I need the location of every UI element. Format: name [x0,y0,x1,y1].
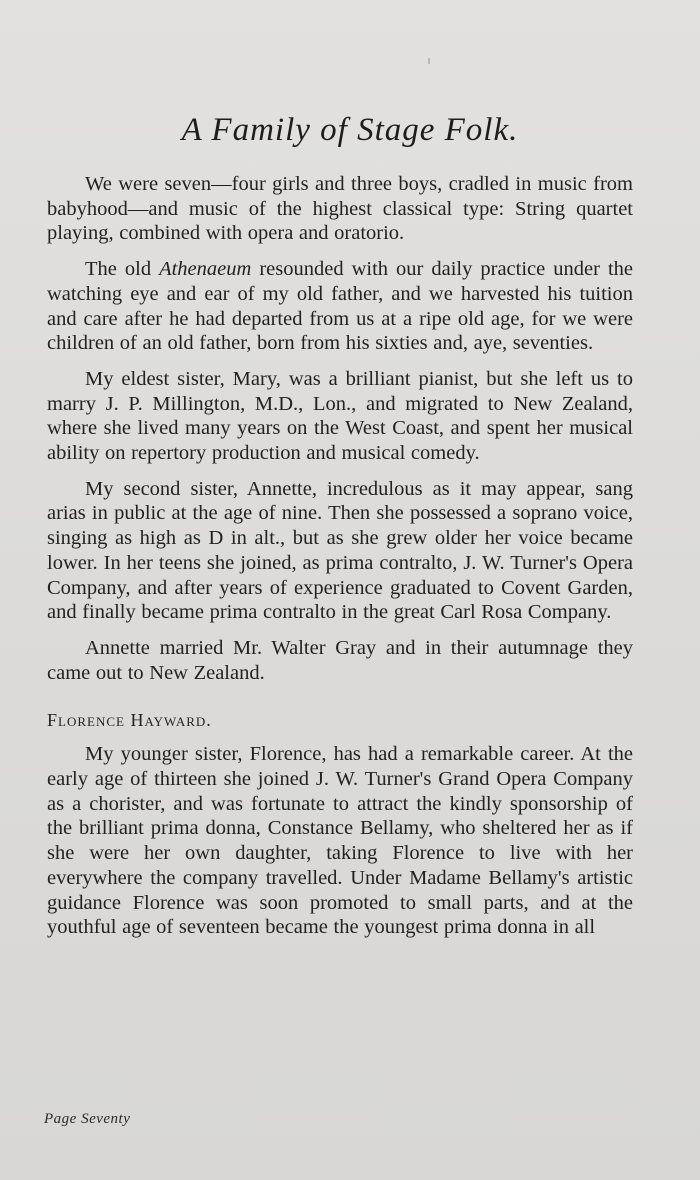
paper-speck [428,58,430,64]
paragraph-4: My second sister, Annette, incredulous as it may appear, sang arias in public at the age of nine. Then she possessed a soprano voice, singing as high as D in alt., but as she grew older her voice became lower. In her teens she joined, as prima contralto, J. W. Turner's Opera Company, and after years of experience graduated to Covent Garden, and finally became prima contralto in the great Carl Rosa Company. [47,477,633,624]
paragraph-1: We were seven—four girls and three boys, cradled in music from babyhood—and music of the highest classical type: String quartet playing, combined with opera and oratorio. [47,173,633,245]
page-body [47,172,633,951]
paragraph-2 [47,257,633,356]
paragraph-3: My eldest sister, Mary, was a brilliant pianist, but she left us to marry J. P. Millington, M.D., Lon., and migrated to New Zealand, where she lived many years on the West Coast, and spent her musical ability on repertory production and musical comedy. [47,367,633,465]
paragraph-2-start: The old [85,258,160,281]
paragraph-6: My younger sister, Florence, has had a remarkable career. At the early age of thirteen she joined J. W. Turner's Grand Opera Company as a chorister, and was fortunate to attract the kindly sponsorship of the brilliant prima donna, Constance Bellamy, who sheltered her as if she were her own daughter, taking Florence to live with her everywhere the company travelled. Under Madame Bellamy's artistic guidance Florence was soon promoted to small parts, and at the youthful age of seventeen became the youngest prima donna in all [47,743,633,939]
paragraph-5: Annette married Mr. Walter Gray and in their autumnage they came out to New Zealand. [47,636,633,684]
paragraph-2-rest: resounded with our daily practice under the watching eye and ear of my old father, and we harvested his tuition and care after he had departed from us at a ripe old age, for we were children of an old father, born from his sixties and, aye, seventies. [47,258,633,355]
page-footer: Page Seventy [44,1111,131,1127]
athenaeum-title: Athenaeum [159,258,252,281]
section-heading: Florence Hayward. [47,710,212,731]
chapter-title: A Family of Stage Folk. [181,112,519,148]
